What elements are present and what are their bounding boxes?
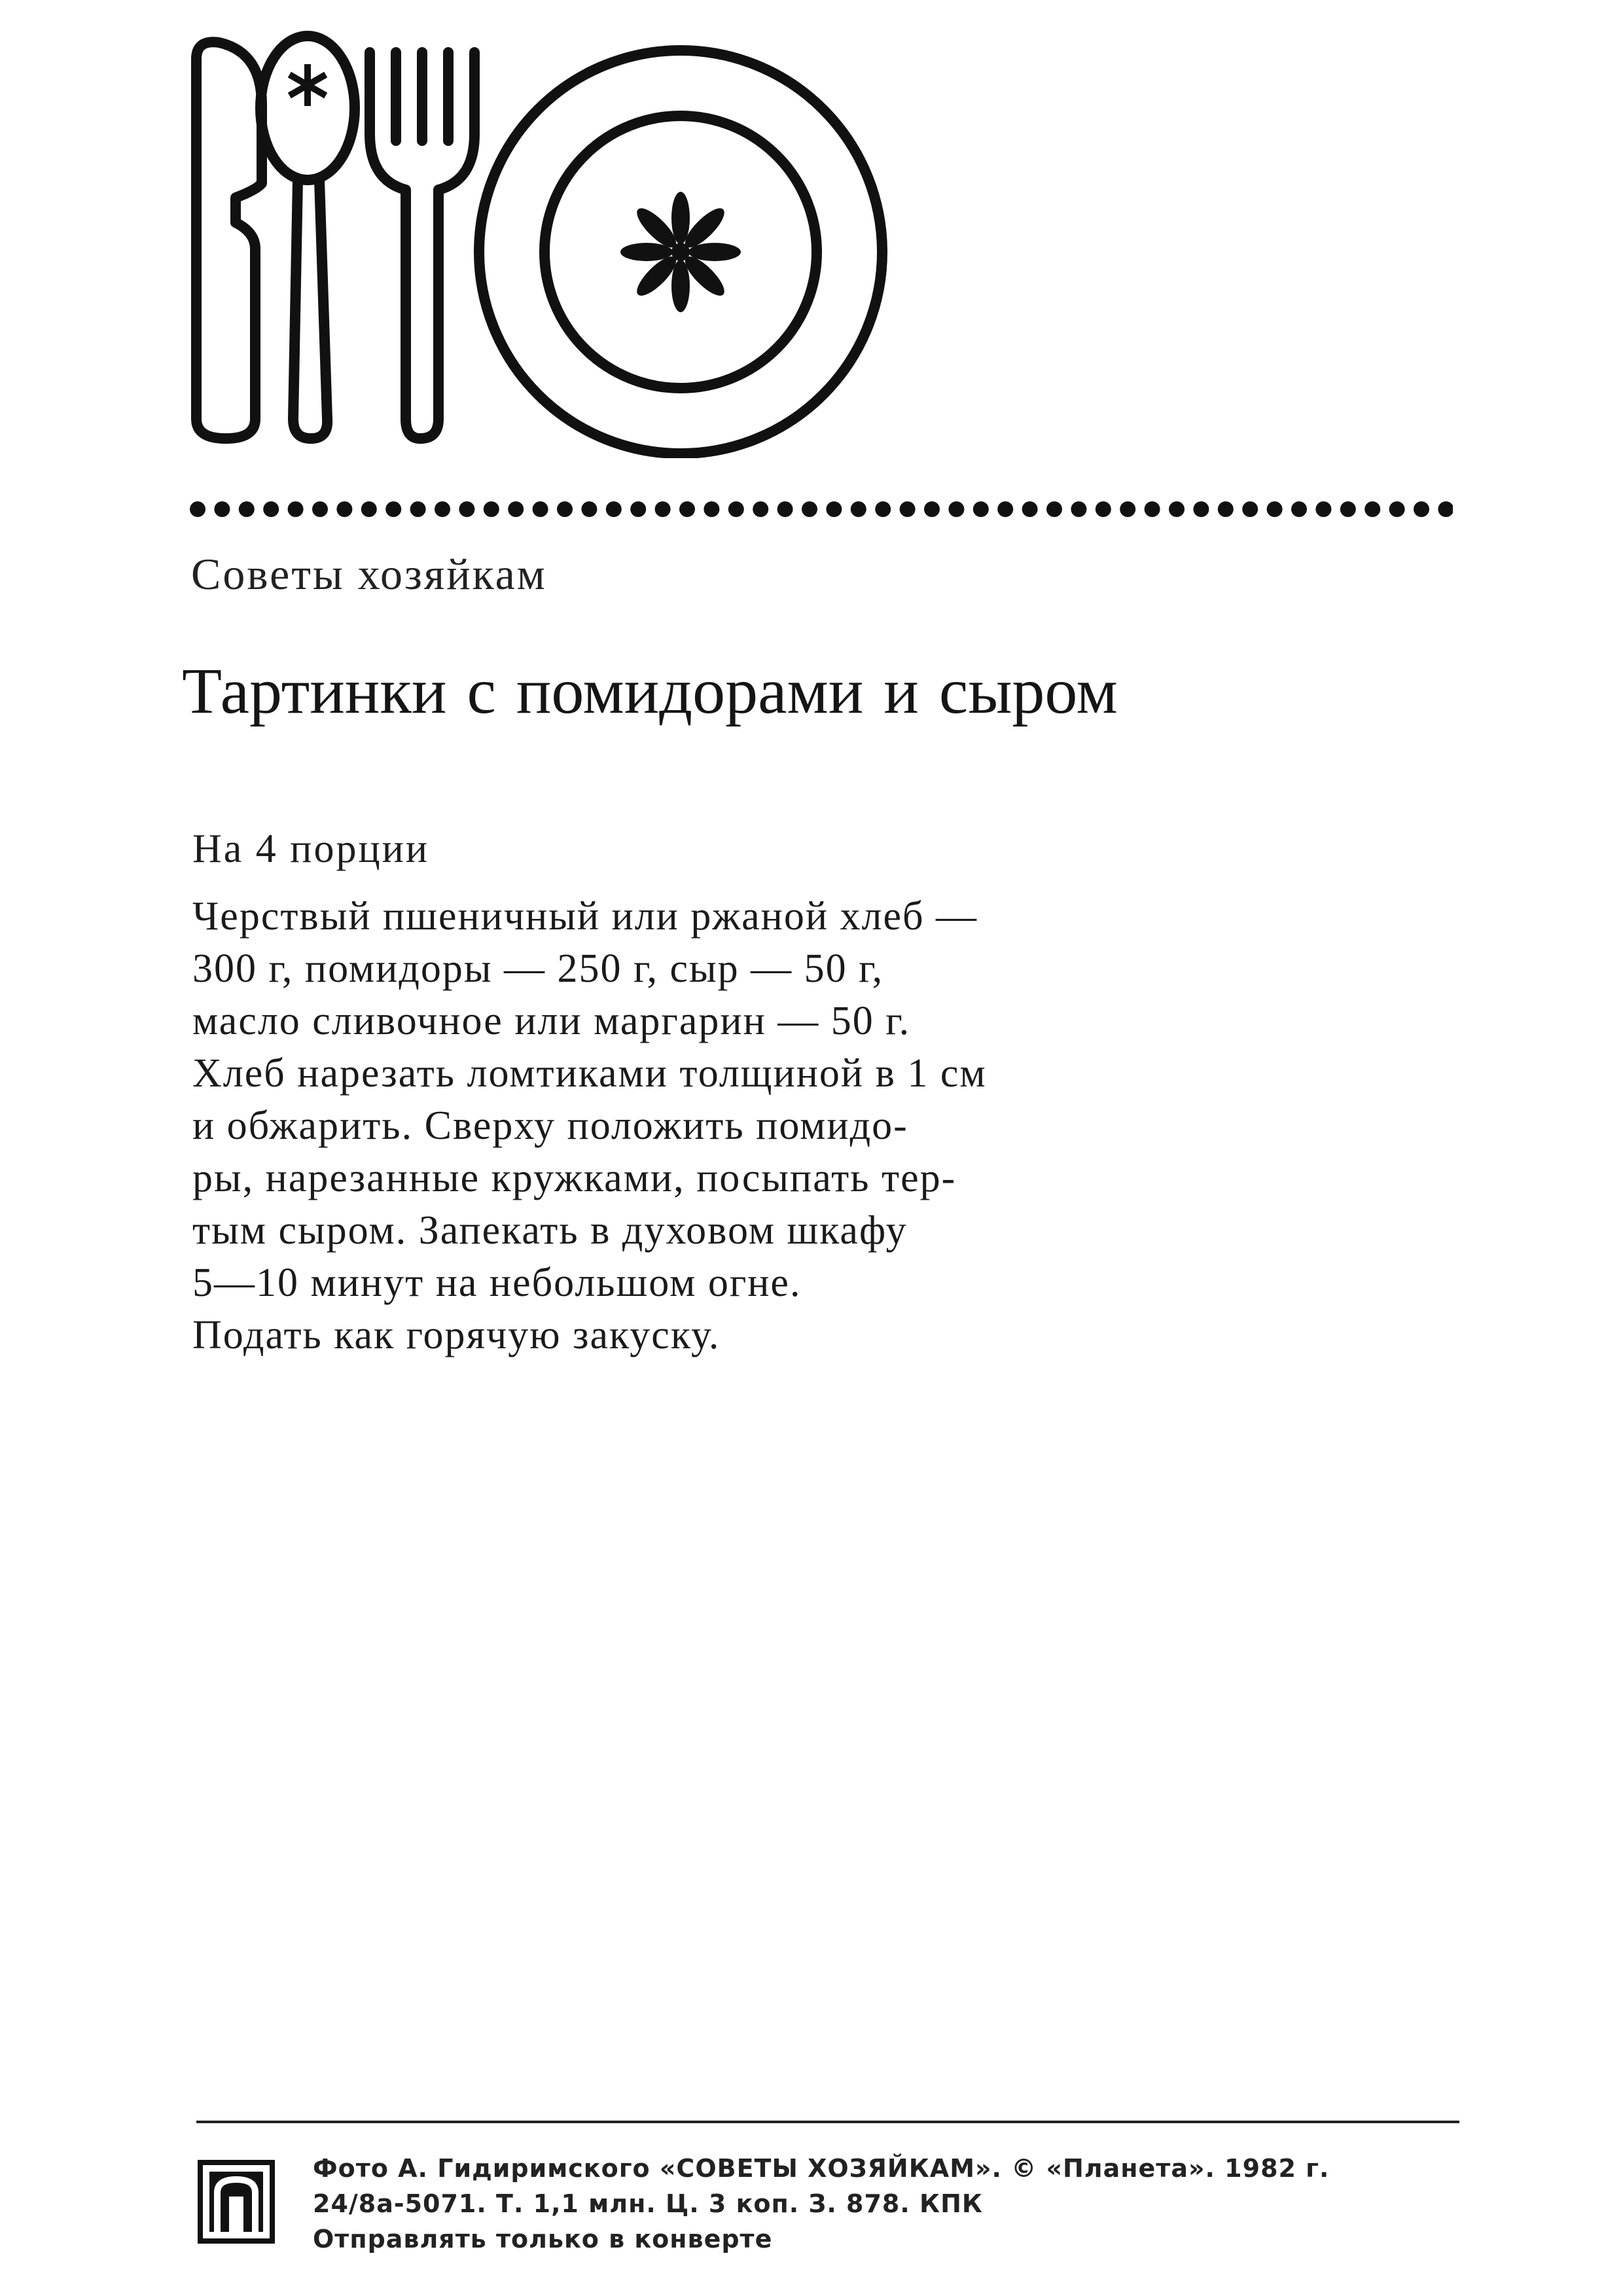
divider-dot xyxy=(1120,501,1135,517)
category-heading: Советы хозяйкам xyxy=(191,549,547,599)
divider-dot xyxy=(924,501,940,517)
divider-dot xyxy=(459,501,474,517)
divider-dot xyxy=(1364,501,1380,517)
divider-dot xyxy=(948,501,964,517)
recipe-line: и обжарить. Сверху положить помидо- xyxy=(192,1103,908,1148)
recipe-line: 300 г, помидоры — 250 г, сыр — 50 г, xyxy=(192,946,884,991)
dotted-divider xyxy=(190,496,1453,522)
divider-dot xyxy=(435,501,450,517)
divider-dot xyxy=(1340,501,1356,517)
recipe-line: тым сыром. Запекать в духовом шкафу xyxy=(192,1208,908,1253)
recipe-line: Черствый пшеничный или ржаной хлеб — xyxy=(192,894,978,939)
divider-dot xyxy=(753,501,768,517)
divider-dot xyxy=(1438,501,1453,517)
divider-dot xyxy=(263,501,279,517)
divider-dot xyxy=(777,501,793,517)
recipe-text xyxy=(192,890,1205,1361)
divider-dot xyxy=(288,501,304,517)
divider-dot xyxy=(1071,501,1086,517)
divider-dot xyxy=(410,501,426,517)
recipe-line: ры, нарезанные кружками, посыпать тер- xyxy=(192,1156,957,1200)
divider-dot xyxy=(728,501,744,517)
divider-dot xyxy=(1218,501,1234,517)
divider-dot xyxy=(997,501,1013,517)
imprint xyxy=(313,2151,1329,2257)
divider-dot xyxy=(606,501,622,517)
divider-dot xyxy=(312,501,328,517)
divider-dot xyxy=(508,501,524,517)
divider-dot xyxy=(581,501,597,517)
divider-dot xyxy=(875,501,891,517)
divider-dot xyxy=(1389,501,1405,517)
recipe-line: Хлеб нарезать ломтиками толщиной в 1 см xyxy=(192,1051,987,1096)
recipe-line: масло сливочное или маргарин — 50 г. xyxy=(192,999,911,1043)
divider-dot xyxy=(214,501,230,517)
publisher-logo-icon xyxy=(198,2160,275,2244)
divider-dot xyxy=(484,501,499,517)
divider-dot xyxy=(1145,501,1160,517)
tableware-logo-icon xyxy=(183,26,923,458)
divider-dot xyxy=(630,501,646,517)
divider-dot xyxy=(679,501,695,517)
imprint-line: 24/8а-5071. Т. 1,1 млн. Ц. 3 коп. З. 878. КПК xyxy=(313,2189,983,2218)
divider-dot xyxy=(533,501,548,517)
divider-dot xyxy=(973,501,989,517)
divider-dot xyxy=(1022,501,1038,517)
recipe-line: 5—10 минут на небольшом огне. xyxy=(192,1261,802,1305)
divider-dot xyxy=(336,501,352,517)
recipe-title: Тартинки с помидорами и сыром xyxy=(182,655,1118,727)
divider-dot xyxy=(704,501,719,517)
imprint-line: Отправлять только в конверте xyxy=(313,2225,773,2253)
divider-dot xyxy=(1291,501,1307,517)
divider-dot xyxy=(1169,501,1185,517)
imprint-line: Фото А. Гидиримского «СОВЕТЫ ХОЗЯЙКАМ». © «Планета». 1982 г. xyxy=(313,2154,1330,2183)
divider-dot xyxy=(851,501,866,517)
divider-dot xyxy=(802,501,817,517)
divider-dot xyxy=(1267,501,1283,517)
divider-dot xyxy=(1046,501,1062,517)
divider-dot xyxy=(1414,501,1429,517)
divider-dot xyxy=(826,501,842,517)
divider-dot xyxy=(239,501,255,517)
divider-dot xyxy=(900,501,916,517)
divider-dot xyxy=(1193,501,1209,517)
divider-dot xyxy=(1242,501,1258,517)
divider-dot xyxy=(557,501,573,517)
divider-dot xyxy=(655,501,671,517)
divider-dot xyxy=(190,501,205,517)
recipe-line: Подать как горячую закуску. xyxy=(192,1313,721,1357)
divider-dot xyxy=(361,501,377,517)
footer-rule xyxy=(196,2121,1459,2123)
servings-label: На 4 порции xyxy=(192,827,430,871)
divider-dot xyxy=(1315,501,1331,517)
divider-dot xyxy=(1096,501,1111,517)
divider-dot xyxy=(385,501,401,517)
